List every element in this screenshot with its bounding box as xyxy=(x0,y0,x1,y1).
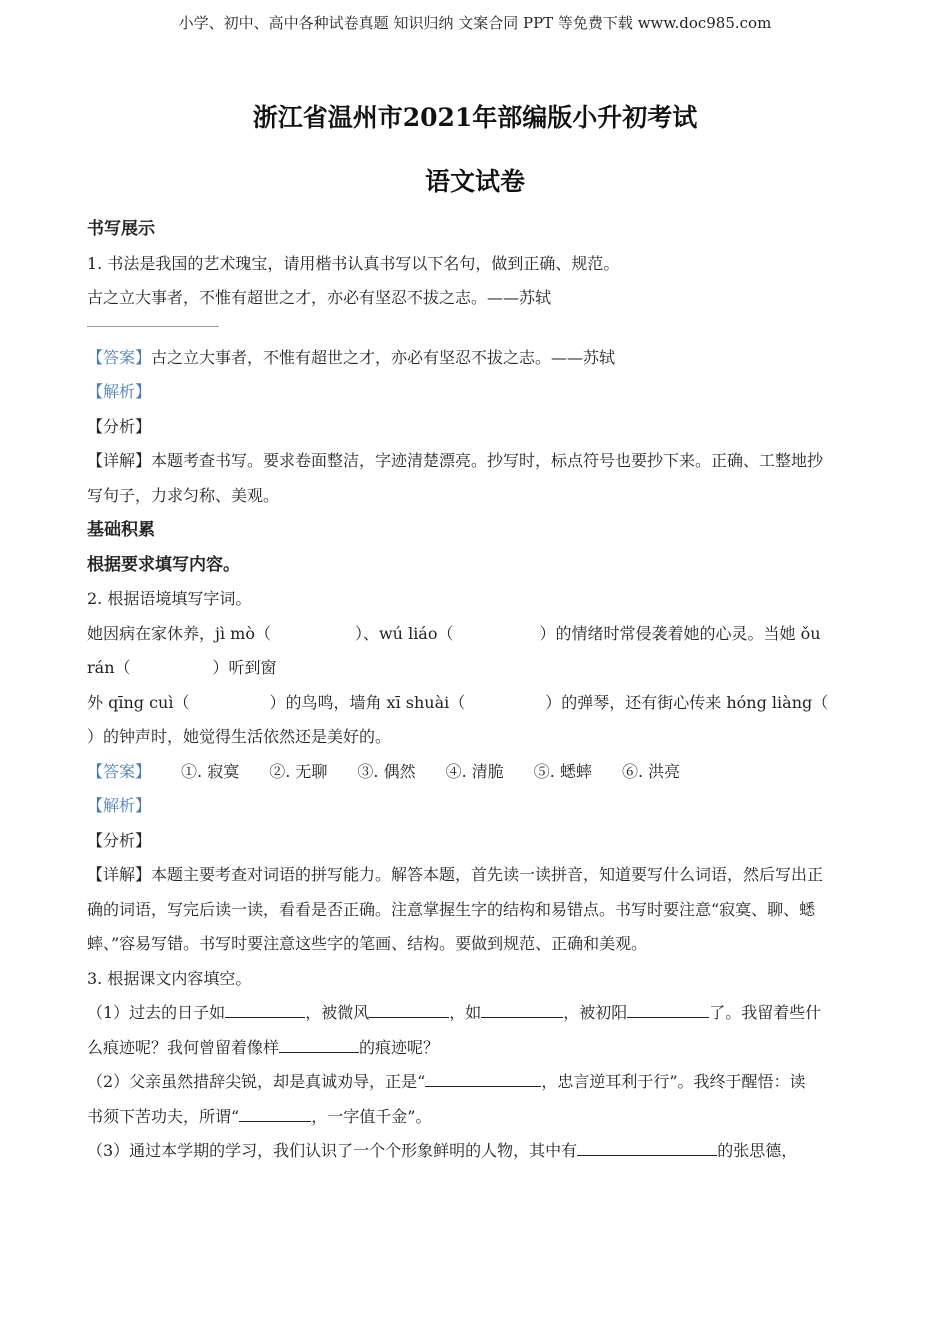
answer-text: 古之立大事者，不惟有超世之才，亦必有坚忍不拔之志。——苏轼 xyxy=(151,347,616,367)
detail-2-line-1 xyxy=(87,858,867,893)
q3-seg: 了。我留着些什 xyxy=(709,1003,822,1022)
exam-subtitle: 语文试卷 xyxy=(424,167,525,196)
detail-tag: 【详解】 xyxy=(87,865,152,884)
q2-seg: ）听到窗 xyxy=(212,658,277,677)
answer-item: ④. 清脆 xyxy=(445,761,504,781)
section-instruction: 根据要求填写内容。 xyxy=(87,554,240,575)
answer-item: ⑥. 洪亮 xyxy=(621,761,681,781)
q3-seg: （3）通过本学期的学习，我们认识了一个个形象鲜明的人物，其中有 xyxy=(87,1141,578,1160)
exam-title: 浙江省温州市2021年部编版小升初考试 xyxy=(252,103,698,132)
analysis-tag: 【解析】 xyxy=(87,382,152,401)
blank[interactable] xyxy=(481,999,563,1018)
section-heading-basics: 基础积累 xyxy=(87,520,155,540)
q3-line-3 xyxy=(87,1065,867,1100)
blank[interactable] xyxy=(369,999,449,1018)
q2-seg: ）的弹琴，还有街心传来 hóng liàng（ xyxy=(545,692,829,712)
q3-seg: ，忠言逆耳利于行”。我终于醒悟：读 xyxy=(541,1072,806,1091)
fenxi-tag: 【分析】 xyxy=(87,830,152,850)
q3-seg: ，被微风 xyxy=(305,1003,370,1022)
blank[interactable] xyxy=(627,999,709,1018)
question-2: 2. 根据语境填写字词。 xyxy=(87,589,252,608)
q2-seg: ）的情绪时常侵袭着她的心灵。当她 ǒu xyxy=(539,623,821,643)
answer-item: ①. 寂寞 xyxy=(181,761,240,781)
q3-seg: （2）父亲虽然措辞尖锐，却是真诚劝导，正是“ xyxy=(87,1072,426,1091)
q3-seg: ，如 xyxy=(449,1003,482,1022)
q3-seg: （1）过去的日子如 xyxy=(87,1003,226,1022)
q2-line-2 xyxy=(87,651,867,686)
blank[interactable] xyxy=(279,1034,359,1053)
answer-item: ②. 无聊 xyxy=(269,761,328,781)
q3-line-2 xyxy=(87,1031,867,1066)
detail-text: 本题考查书写。要求卷面整洁，字迹清楚漂亮。抄写时，标点符号也要抄下来。正确、工整地抄 xyxy=(151,451,824,470)
analysis-tag: 【解析】 xyxy=(87,796,152,815)
q3-line-1 xyxy=(87,996,867,1031)
blank[interactable] xyxy=(225,999,305,1018)
q3-seg: 么痕迹呢？我何曾留着像样 xyxy=(87,1037,280,1057)
blank[interactable] xyxy=(239,1103,311,1122)
q3-line-5 xyxy=(87,1134,867,1169)
answer-tag: 【答案】 xyxy=(87,347,152,367)
q3-seg: 书须下苦功夫，所谓“ xyxy=(87,1106,240,1126)
q2-seg: rán（ xyxy=(87,658,131,677)
q3-seg: 的张思德， xyxy=(717,1141,798,1160)
q2-seg: 她因病在家休养，jì mò（ xyxy=(87,623,271,643)
q2-seg: ）、wú liáo（ xyxy=(354,623,454,643)
q3-seg: 的痕迹呢？ xyxy=(359,1037,440,1057)
question-1-quote: 古之立大事者，不惟有超世之才，亦必有坚忍不拔之志。——苏轼 xyxy=(87,288,552,307)
question-3: 3. 根据课文内容填空。 xyxy=(87,968,252,988)
q3-seg: ，一字值千金”。 xyxy=(311,1106,432,1126)
blank[interactable] xyxy=(577,1137,717,1156)
answer-tag: 【答案】 xyxy=(87,761,152,781)
detail-2-line-3: 蟀、”容易写错。书写时要注意这些字的笔画、结构。要做到规范、正确和美观。 xyxy=(87,934,648,953)
detail-1-line-2: 写句子，力求匀称、美观。 xyxy=(87,485,280,505)
page-header: 小学、初中、高中各种试卷真题 知识归纳 文案合同 PPT 等免费下载 www.doc985.com xyxy=(178,14,772,32)
q2-seg: 外 qīng cuì（ xyxy=(87,692,190,712)
exam-content xyxy=(87,212,867,1169)
question-1: 1. 书法是我国的艺术瑰宝，请用楷书认真书写以下名句，做到正确、规范。 xyxy=(87,253,620,273)
q2-line-4: ）的钟声时，她觉得生活依然还是美好的。 xyxy=(87,727,392,746)
detail-tag: 【详解】 xyxy=(87,451,152,470)
answer-item: ⑤. 蟋蟀 xyxy=(533,761,592,781)
answer-item: ③. 偶然 xyxy=(357,761,416,781)
answer-2 xyxy=(87,755,867,790)
section-heading-writing: 书写展示 xyxy=(87,219,155,239)
q3-seg: ，被初阳 xyxy=(563,1003,628,1022)
detail-1-line-1 xyxy=(87,444,867,479)
blank[interactable] xyxy=(425,1068,541,1087)
detail-2-line-2: 确的词语，写完后读一读，看看是否正确。注意掌握生字的结构和易错点。书写时要注意“寂寞、聊、蟋 xyxy=(87,899,816,919)
q2-seg: ）的鸟鸣，墙角 xī shuài（ xyxy=(269,692,466,712)
q3-line-4 xyxy=(87,1100,867,1135)
answer-1 xyxy=(87,341,867,376)
q2-line-3 xyxy=(87,686,867,721)
fenxi-tag: 【分析】 xyxy=(87,416,152,436)
detail-text: 本题主要考查对词语的拼写能力。解答本题，首先读一读拼音，知道要写什么词语，然后写出正 xyxy=(151,865,824,884)
writing-rule xyxy=(87,326,219,327)
q2-line-1 xyxy=(87,617,867,652)
